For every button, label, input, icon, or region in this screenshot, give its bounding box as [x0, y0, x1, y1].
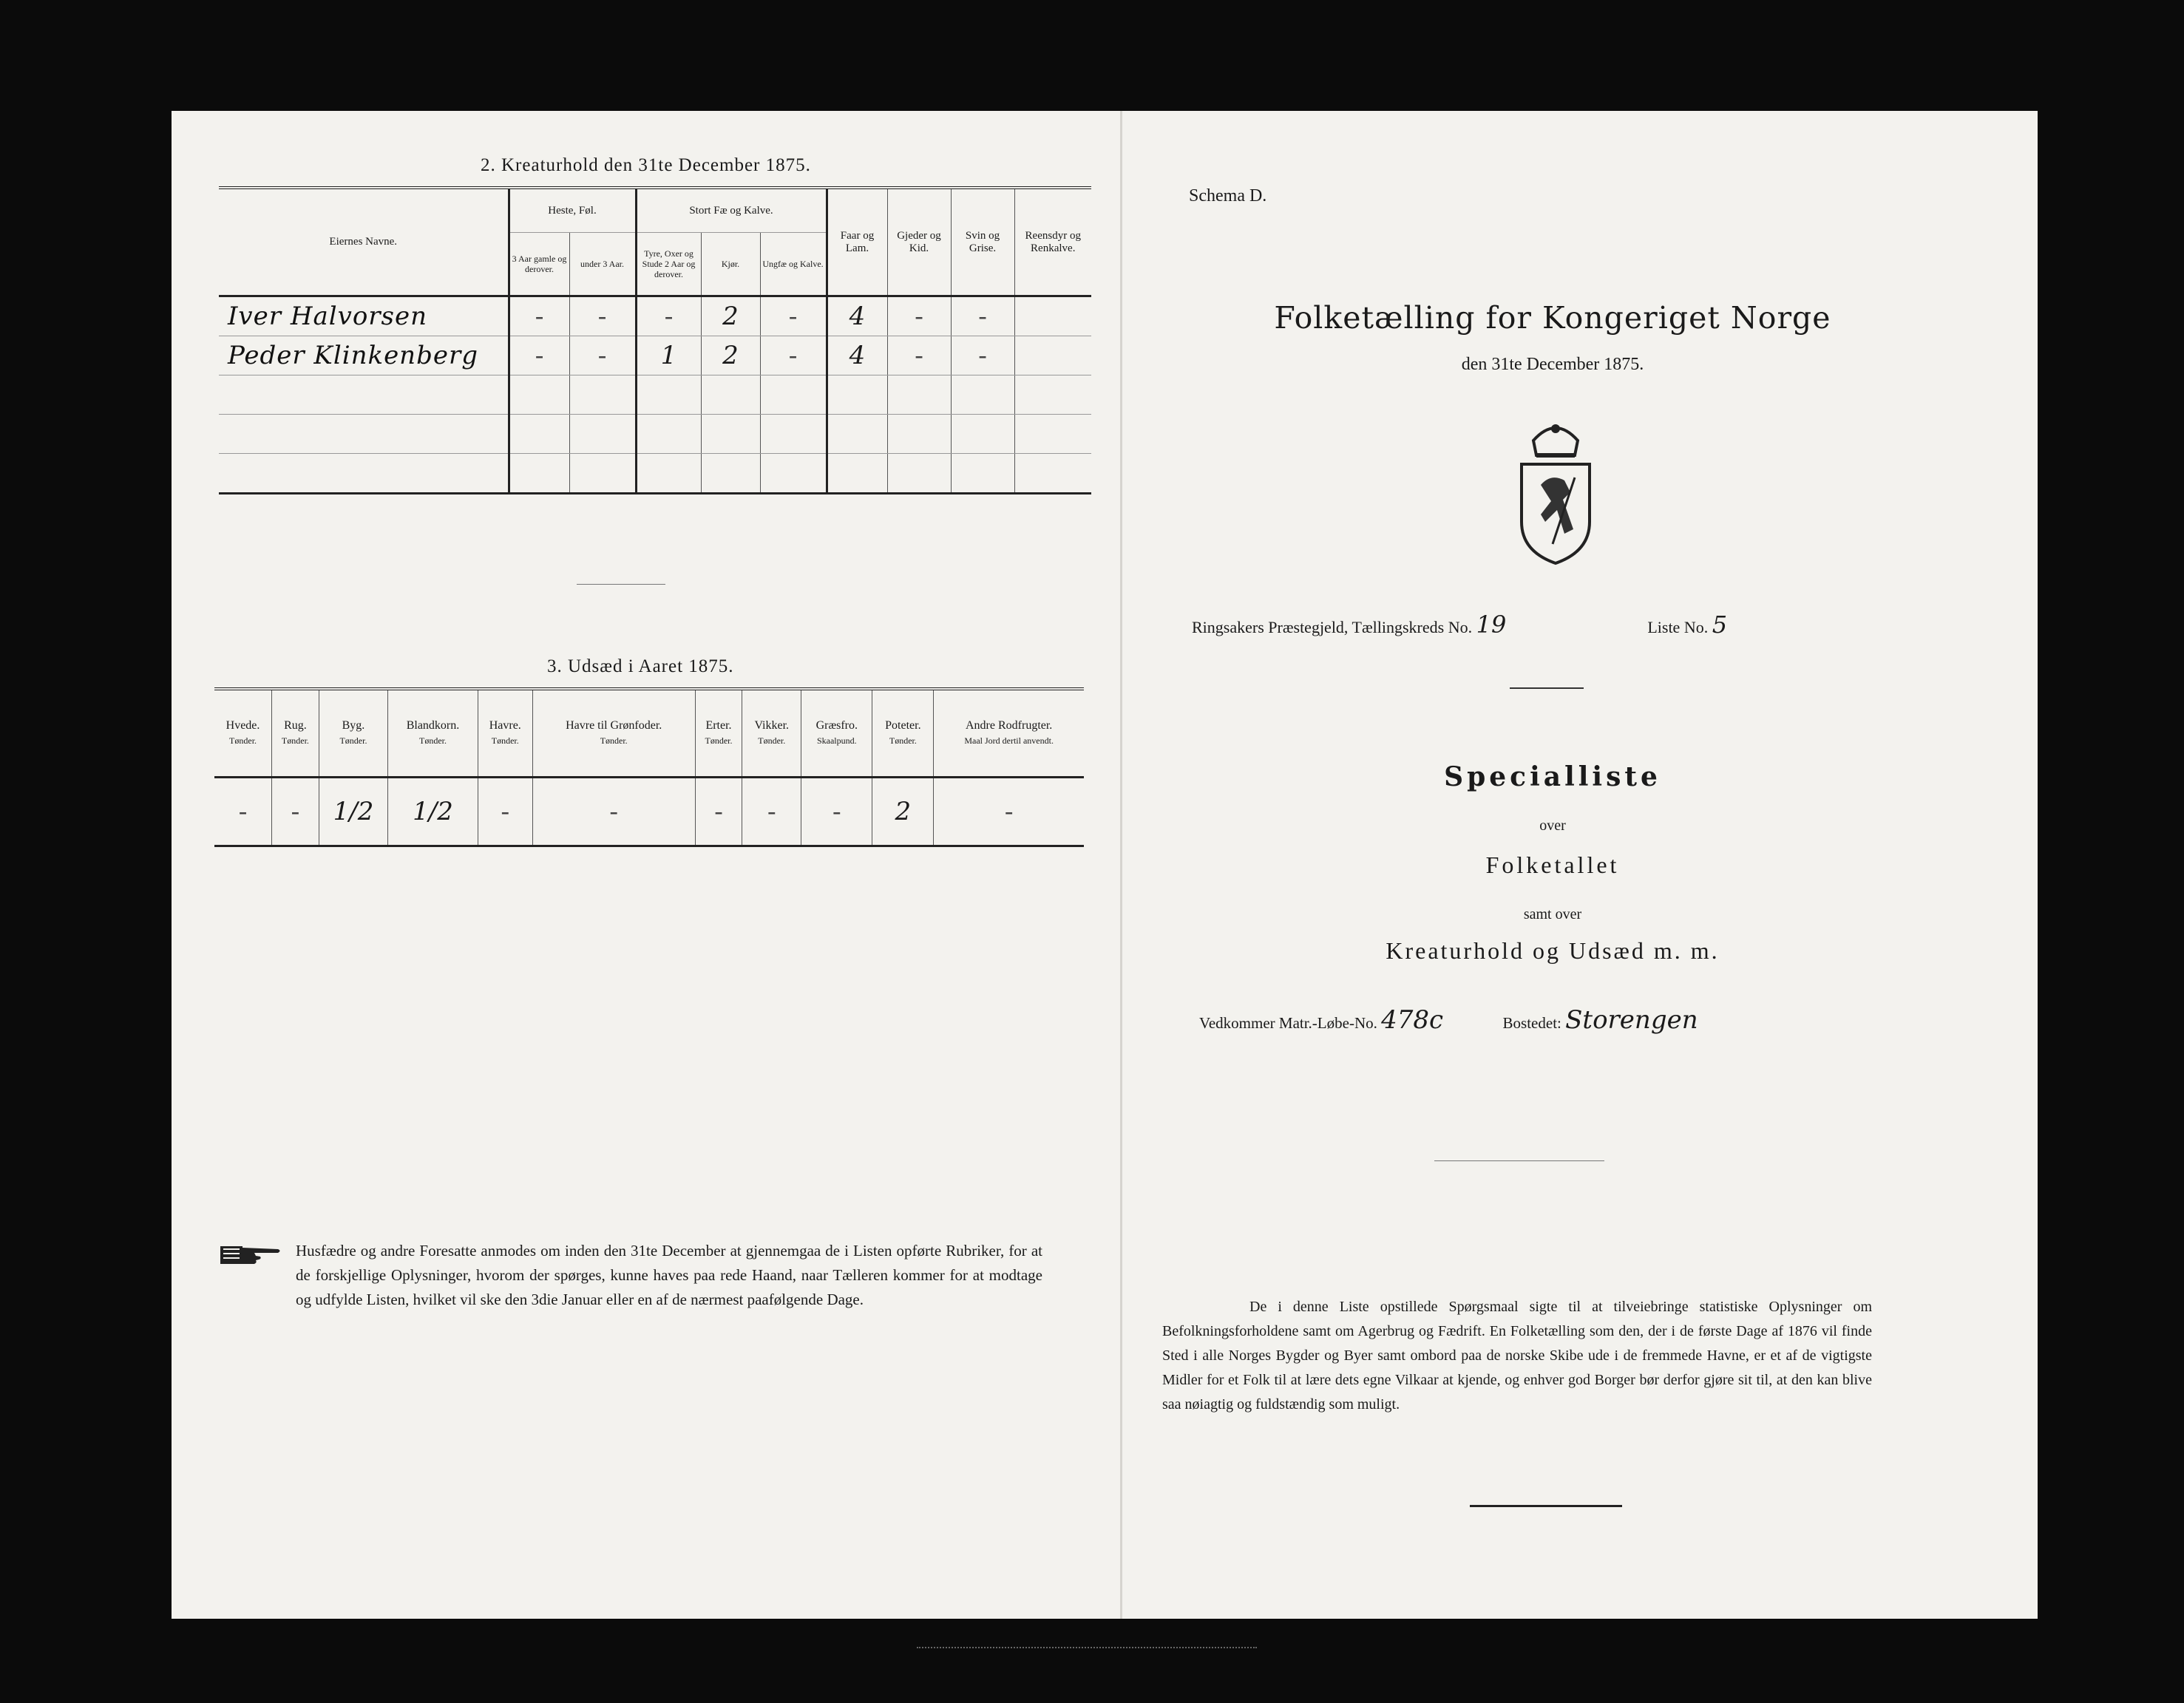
cell: - — [569, 336, 636, 375]
divider — [1510, 687, 1584, 689]
col-calves: Ungfæ og Kalve. — [760, 233, 827, 296]
kreds-number: 19 — [1476, 611, 1507, 639]
district-line — [1192, 611, 1931, 639]
col-owner: Eiernes Navne. — [219, 188, 509, 296]
col-oats: Havre. Tønder. — [478, 689, 532, 778]
cell — [569, 415, 636, 454]
owner-name — [219, 454, 509, 494]
cell: - — [636, 296, 701, 336]
cell — [1014, 296, 1091, 336]
col-sheep: Faar og Lam. — [827, 188, 887, 296]
cell: - — [695, 778, 742, 846]
owner-name — [219, 375, 509, 415]
table-row — [214, 778, 1084, 846]
table-row — [219, 415, 1091, 454]
col-reindeer: Reensdyr og Renkalve. — [1014, 188, 1091, 296]
col-horses-old: 3 Aar gamle og derover. — [509, 233, 569, 296]
col-peas: Erter. Tønder. — [695, 689, 742, 778]
cell — [1014, 415, 1091, 454]
seed-table — [214, 687, 1084, 847]
divider — [577, 584, 665, 585]
cell: - — [532, 778, 695, 846]
table-row — [219, 375, 1091, 415]
page-title: Folketælling for Kongeriget Norge — [1274, 300, 1831, 336]
cell — [509, 454, 569, 494]
col-bulls: Tyre, Oxer og Stude 2 Aar og derover. — [636, 233, 701, 296]
cell — [569, 375, 636, 415]
cell — [887, 454, 951, 494]
col-grass-seed: Græsfro. Skaalpund. — [801, 689, 872, 778]
liste-label: Liste No. — [1647, 618, 1709, 636]
divider — [1434, 1160, 1604, 1161]
samt-over-text: samt over — [1523, 906, 1582, 922]
table-row — [219, 296, 1091, 336]
cell — [701, 415, 760, 454]
cell: - — [742, 778, 801, 846]
owner-name: Peder Klinkenberg — [219, 336, 509, 375]
cell: 1/2 — [319, 778, 387, 846]
cell: - — [951, 336, 1014, 375]
matr-label: Vedkommer Matr.-Løbe-No. — [1199, 1014, 1377, 1032]
bosted-value: Storengen — [1565, 1005, 1698, 1035]
col-barley: Byg. Tønder. — [319, 689, 387, 778]
liste-number: 5 — [1712, 611, 1728, 639]
cell — [827, 454, 887, 494]
kreaturhold-text: Kreaturhold og Udsæd m. m. — [1386, 937, 1720, 964]
col-horses-young: under 3 Aar. — [569, 233, 636, 296]
cell: - — [569, 296, 636, 336]
cell: 2 — [701, 336, 760, 375]
bosted-label: Bostedet: — [1502, 1014, 1561, 1032]
cell — [887, 375, 951, 415]
col-rye: Rug. Tønder. — [272, 689, 319, 778]
kreds-label: Tællingskreds No. — [1352, 618, 1473, 636]
owner-name: Iver Halvorsen — [219, 296, 509, 336]
pointing-hand-icon — [219, 1242, 282, 1267]
cell — [760, 454, 827, 494]
livestock-table — [219, 186, 1091, 494]
cell — [1014, 336, 1091, 375]
col-cows: Kjør. — [701, 233, 760, 296]
cell — [636, 375, 701, 415]
cell — [1014, 375, 1091, 415]
col-goats: Gjeder og Kid. — [887, 188, 951, 296]
cell — [951, 375, 1014, 415]
col-pigs: Svin og Grise. — [951, 188, 1014, 296]
census-date: den 31te December 1875. — [1461, 355, 1644, 374]
cell: - — [272, 778, 319, 846]
col-wheat: Hvede. Tønder. — [214, 689, 272, 778]
film-edge-marks — [917, 1647, 1257, 1659]
cell: - — [509, 336, 569, 375]
table-row — [219, 454, 1091, 494]
col-vetch: Vikker. Tønder. — [742, 689, 801, 778]
instruction-note: Husfædre og andre Foresatte anmodes om inden den 31te December at gjennemgaa de i Listen opførte Rubriker, for at de forskjellige Oplysninger, hvorom der spørges, kunne haves paa rede Haand, naar Tælleren kommer for at modtage og udfylde Listen, hvilket vil ske den 3die Januar eller en af de nærmest paafølgende Dage. — [296, 1242, 1042, 1308]
col-horses: Heste, Føl. — [509, 188, 636, 233]
col-cattle: Stort Fæ og Kalve. — [636, 188, 827, 233]
special-title: Specialliste — [1444, 761, 1661, 792]
cell — [509, 415, 569, 454]
cell: 1 — [636, 336, 701, 375]
col-mixed-grain: Blandkorn. Tønder. — [388, 689, 478, 778]
owner-name — [219, 415, 509, 454]
info-paragraph: De i denne Liste opstillede Spørgsmaal sigte til at tilveiebringe statistiske Oplysninger om Befolkningsforholdene samt om Agerbrug og Fædrift. En Folketælling som den, der i de første Dage af 1876 vil finde Sted i alle Norges Bygder og Byer samt ombord paa de norske Skibe ude i de fremmede Havne, er et af de vigtigste Midler for et Folk til at lære dets egne Vilkaar at kjende, og enhver god Borger bør derfor gjøre sit til, at den kan blive saa nøiagtig og fuldstændig som muligt. — [1162, 1299, 1872, 1413]
cell: - — [951, 296, 1014, 336]
cell — [827, 415, 887, 454]
over-text: over — [1539, 817, 1566, 834]
cell: - — [760, 296, 827, 336]
cell: 2 — [872, 778, 934, 846]
cell — [509, 375, 569, 415]
cell — [760, 375, 827, 415]
cell: 4 — [827, 296, 887, 336]
cell — [827, 375, 887, 415]
cell — [701, 454, 760, 494]
cell: - — [509, 296, 569, 336]
cell: - — [801, 778, 872, 846]
divider — [1470, 1505, 1622, 1507]
col-oats-fodder: Havre til Grønfoder. Tønder. — [532, 689, 695, 778]
cell: - — [478, 778, 532, 846]
col-other-roots: Andre Rodfrugter. Maal Jord dertil anvendt. — [934, 689, 1084, 778]
cell — [951, 454, 1014, 494]
schema-label: Schema D. — [1189, 186, 1267, 205]
cell — [1014, 454, 1091, 494]
cell: - — [214, 778, 272, 846]
page-fold — [1120, 111, 1122, 1619]
folketallet-text: Folketallet — [1485, 852, 1620, 878]
table-row — [219, 336, 1091, 375]
cell: - — [887, 296, 951, 336]
cell: - — [887, 336, 951, 375]
cell: - — [760, 336, 827, 375]
cell — [760, 415, 827, 454]
col-potatoes: Poteter. Tønder. — [872, 689, 934, 778]
parish: Ringsakers — [1192, 618, 1264, 636]
cell — [701, 375, 760, 415]
cell — [636, 454, 701, 494]
cell: - — [934, 778, 1084, 846]
coat-of-arms-icon — [1511, 418, 1600, 566]
cell: 2 — [701, 296, 760, 336]
cell — [569, 454, 636, 494]
parish-label: Præstegjeld, — [1268, 618, 1349, 636]
matr-number: 478c — [1381, 1005, 1444, 1035]
cell: 4 — [827, 336, 887, 375]
seed-caption: 3. Udsæd i Aaret 1875. — [547, 656, 734, 676]
cell — [636, 415, 701, 454]
matr-line — [1199, 1005, 1939, 1035]
cell: 1/2 — [388, 778, 478, 846]
cell — [951, 415, 1014, 454]
livestock-caption: 2. Kreaturhold den 31te December 1875. — [481, 155, 811, 175]
cell — [887, 415, 951, 454]
